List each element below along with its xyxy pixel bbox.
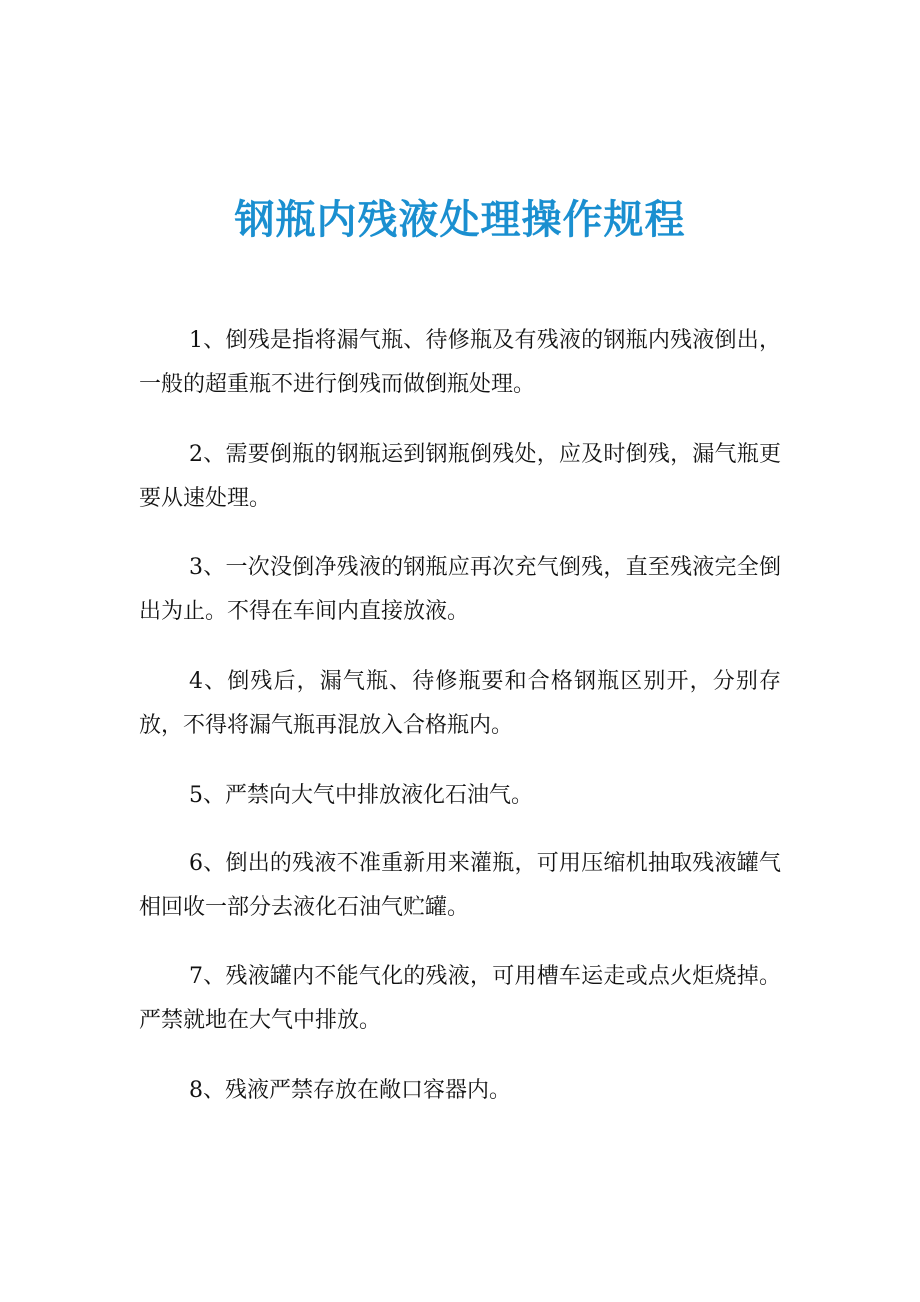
procedure-item-3: 3、一次没倒净残液的钢瓶应再次充气倒残，直至残液完全倒出为止。不得在车间内直接放液。 xyxy=(139,555,781,624)
procedure-item-5: 5、严禁向大气中排放液化石油气。 xyxy=(189,783,533,808)
document-title: 钢瓶内残液处理操作规程 xyxy=(234,197,686,243)
procedure-item-7: 7、残液罐内不能气化的残液，可用槽车运走或点火炬烧掉。严禁就地在大气中排放。 xyxy=(139,964,781,1033)
procedure-item-6: 6、倒出的残液不准重新用来灌瓶，可用压缩机抽取残液罐气相回收一部分去液化石油气贮罐。 xyxy=(139,851,781,920)
procedure-item-1: 1、倒残是指将漏气瓶、待修瓶及有残液的钢瓶内残液倒出，一般的超重瓶不进行倒残而做倒瓶处理。 xyxy=(139,328,781,397)
procedure-item-2: 2、需要倒瓶的钢瓶运到钢瓶倒残处，应及时倒残，漏气瓶更要从速处理。 xyxy=(139,442,781,511)
procedure-item-4: 4、倒残后，漏气瓶、待修瓶要和合格钢瓶区别开，分别存放，不得将漏气瓶再混放入合格瓶内。 xyxy=(139,669,781,738)
procedure-item-8: 8、残液严禁存放在敞口容器内。 xyxy=(189,1078,511,1103)
